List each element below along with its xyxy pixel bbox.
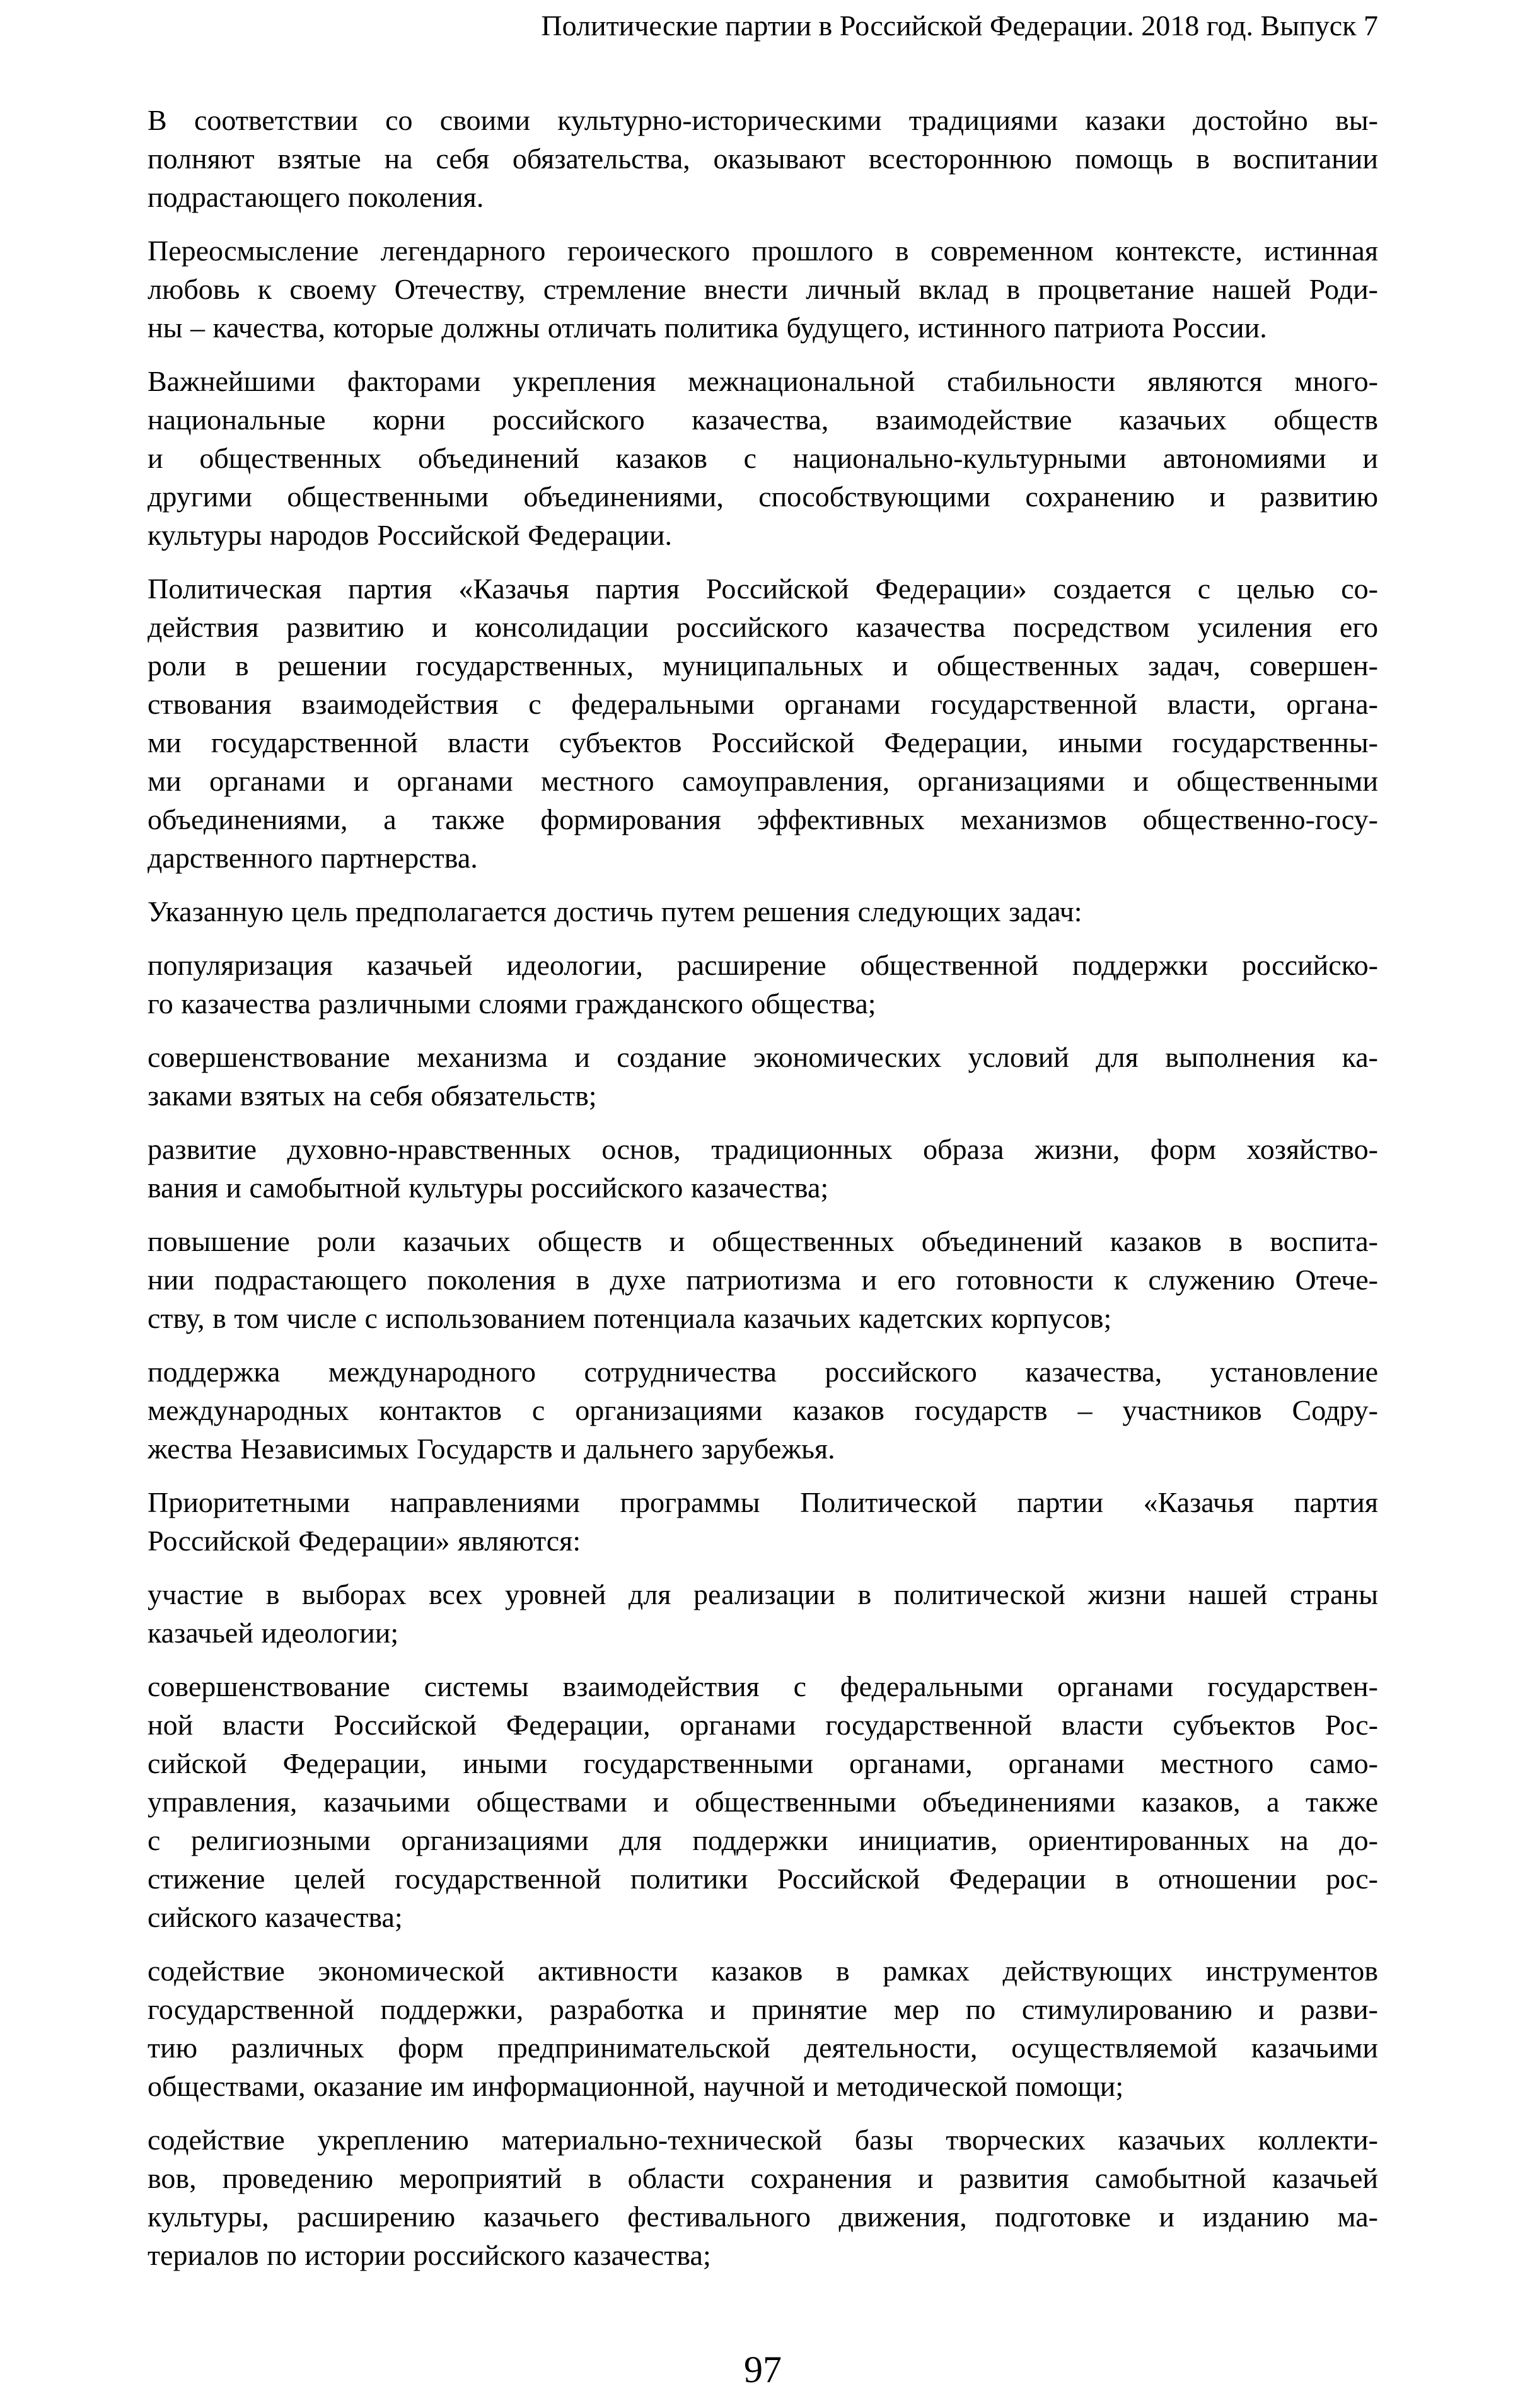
text-line: государственной поддержки, разработка и принятие мер по стимулированию и разви-: [148, 1993, 1378, 2025]
text-line: Переосмысление легендарного героического прошлого в современном контексте, истинная: [148, 235, 1378, 267]
text-line: жества Независимых Государств и дальнего зарубежья.: [148, 1433, 835, 1465]
paragraph: [148, 362, 1378, 554]
text-line: подрастающего поколения.: [148, 181, 484, 213]
text-line: другими общественными объединениями, способствующими сохранению и развитию: [148, 480, 1378, 513]
paragraph: [148, 1951, 1378, 2105]
text-line: роли в решении государственных, муниципальных и общественных задач, совершен-: [148, 649, 1378, 682]
text-line: действия развитию и консолидации российского казачества посредством усиления его: [148, 611, 1378, 643]
text-line: повышение роли казачьих обществ и общественных объединений казаков в воспита-: [148, 1225, 1378, 1257]
paragraph: [148, 1130, 1378, 1207]
running-header: Политические партии в Российской Федерации. 2018 год. Выпуск 7: [541, 9, 1378, 42]
text-line: Приоритетными направлениями программы Политической партии «Казачья партия: [148, 1486, 1378, 1518]
text-line: полняют взятые на себя обязательства, оказывают всестороннюю помощь в воспитании: [148, 143, 1378, 175]
text-line: ми органами и органами местного самоуправления, организациями и общественными: [148, 765, 1378, 797]
text-line: ствования взаимодействия с федеральными органами государственной власти, органа-: [148, 688, 1378, 720]
body-paragraphs: [148, 101, 1378, 2274]
paragraph: [148, 231, 1378, 347]
text-line: культуры народов Российской Федерации.: [148, 519, 673, 551]
text-line: обществами, оказание им информационной, научной и методической помощи;: [148, 2070, 1124, 2102]
text-line: объединениями, а также формирования эффективных механизмов общественно-госу-: [148, 803, 1378, 835]
text-line: управления, казачьими обществами и общественными объединениями казаков, а также: [148, 1786, 1378, 1818]
paragraph: [148, 1667, 1378, 1936]
text-line: сийского казачества;: [148, 1901, 403, 1933]
text-line: международных контактов с организациями казаков государств – участников Содру-: [148, 1394, 1378, 1426]
text-line: ству, в том числе с использованием потенциала казачьих кадетских корпусов;: [148, 1302, 1112, 1334]
paragraph: [148, 1352, 1378, 1468]
text-line: нии подрастающего поколения в духе патриотизма и его готовности к служению Отече-: [148, 1264, 1378, 1296]
text-line: Важнейшими факторами укрепления межнациональной стабильности являются много-: [148, 365, 1378, 397]
text-line: развитие духовно-нравственных основ, традиционных образа жизни, форм хозяйство-: [148, 1133, 1378, 1165]
text-line: дарственного партнерства.: [148, 842, 478, 874]
text-line: совершенствование механизма и создание экономических условий для выполнения ка-: [148, 1041, 1378, 1073]
text-line: содействие экономической активности казаков в рамках действующих инструментов: [148, 1955, 1378, 1987]
paragraph: [148, 1038, 1378, 1115]
paragraph: [148, 2120, 1378, 2274]
text-line: вов, проведению мероприятий в области сохранения и развития самобытной казачьей: [148, 2162, 1378, 2194]
text-line: Российской Федерации» являются:: [148, 1525, 581, 1557]
text-line: любовь к своему Отечеству, стремление внести личный вклад в процветание нашей Роди-: [148, 273, 1378, 305]
text-line: совершенствование системы взаимодействия с федеральными органами государствен-: [148, 1670, 1378, 1702]
text-line: казачьей идеологии;: [148, 1617, 399, 1649]
text-line: участие в выборах всех уровней для реализации в политической жизни нашей страны: [148, 1578, 1378, 1610]
text-line: содействие укреплению материально-технической базы творческих казачьих коллекти-: [148, 2124, 1378, 2156]
text-line: ной власти Российской Федерации, органами государственной власти субъектов Рос-: [148, 1709, 1378, 1741]
page-sheet: [148, 6, 1378, 2389]
paragraph: [148, 1222, 1378, 1337]
text-line: ны – качества, которые должны отличать политика будущего, истинного патриота России.: [148, 311, 1267, 344]
text-line: териалов по истории российского казачества;: [148, 2239, 711, 2271]
paragraph: [148, 1575, 1378, 1652]
text-line: го казачества различными слоями гражданского общества;: [148, 987, 876, 1020]
text-line: культуры, расширению казачьего фестивального движения, подготовке и изданию ма-: [148, 2201, 1378, 2233]
text-line: В соответствии со своими культурно-историческими традициями казаки достойно вы-: [148, 104, 1378, 136]
text-line: Указанную цель предполагается достичь путем решения следующих задач:: [148, 895, 1082, 928]
page-number: 97: [744, 2349, 782, 2390]
text-line: тию различных форм предпринимательской деятельности, осуществляемой казачьими: [148, 2032, 1378, 2064]
text-line: поддержка международного сотрудничества российского казачества, установление: [148, 1356, 1378, 1388]
paragraph: [148, 1483, 1378, 1560]
paragraph: [148, 892, 1378, 931]
text-line: вания и самобытной культуры российского казачества;: [148, 1172, 829, 1204]
text-line: Политическая партия «Казачья партия Российской Федерации» создается с целью со-: [148, 573, 1378, 605]
text-line: популяризация казачьей идеологии, расширение общественной поддержки российско-: [148, 949, 1378, 981]
paragraph: [148, 569, 1378, 877]
text-line: сийской Федерации, иными государственными органами, органами местного само-: [148, 1747, 1378, 1779]
text-line: стижение целей государственной политики Российской Федерации в отношении рос-: [148, 1863, 1378, 1895]
text-line: и общественных объединений казаков с национально-культурными автономиями и: [148, 442, 1378, 474]
text-line: заками взятых на себя обязательств;: [148, 1079, 597, 1112]
paragraph: [148, 101, 1378, 216]
text-line: ми государственной власти субъектов Российской Федерации, иными государственны-: [148, 726, 1378, 759]
paragraph: [148, 946, 1378, 1023]
text-line: национальные корни российского казачества, взаимодействие казачьих обществ: [148, 404, 1378, 436]
text-line: с религиозными организациями для поддержки инициатив, ориентированных на до-: [148, 1824, 1378, 1856]
